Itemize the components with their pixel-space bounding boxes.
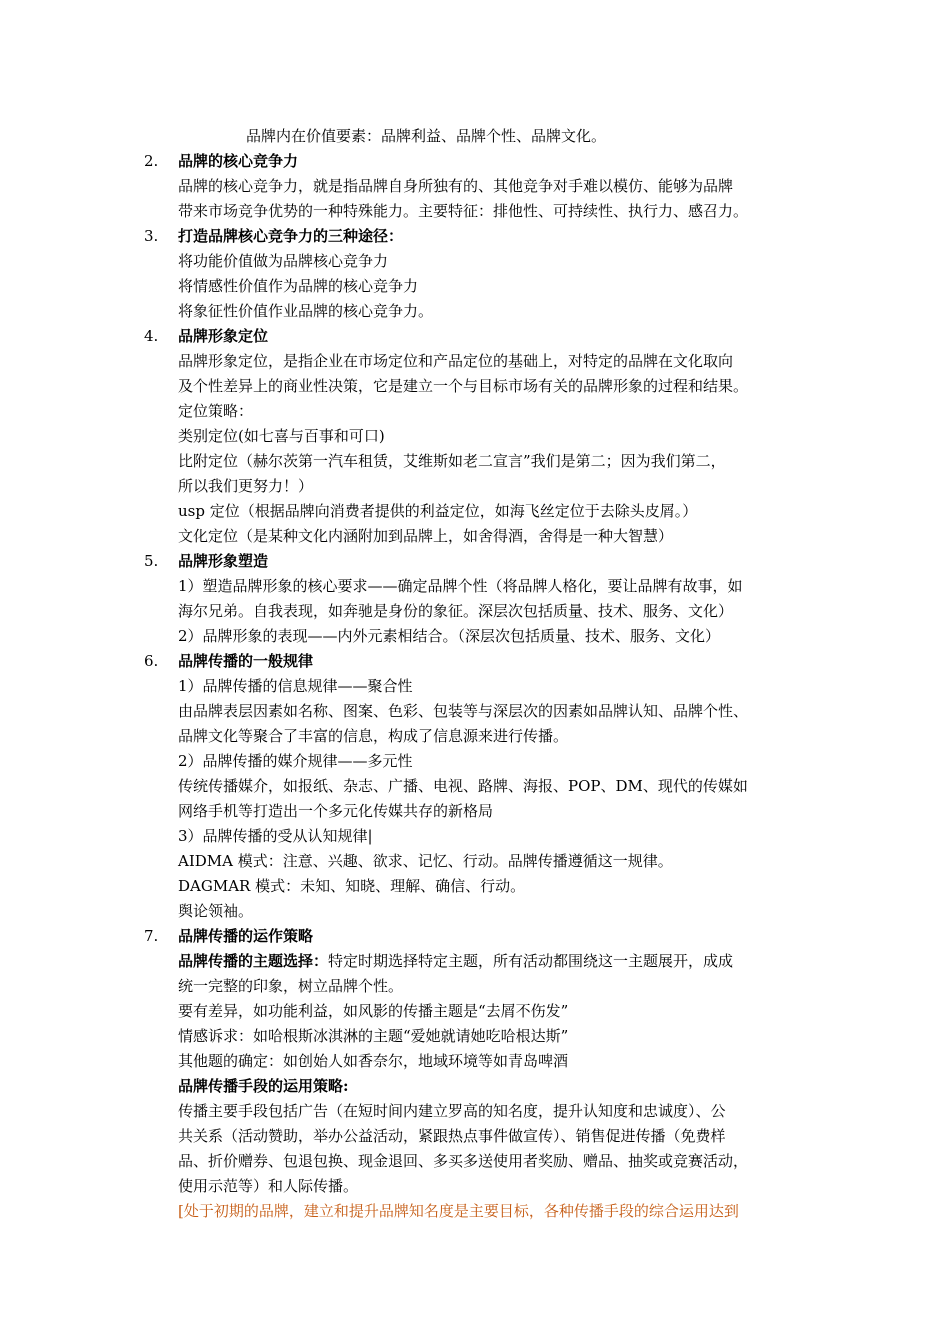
body-line: 1）塑造品牌形象的核心要求——确定品牌个性（将品牌人格化，要让品牌有故事，如 [178, 577, 743, 595]
body-line: 将功能价值做为品牌核心竞争力 [178, 252, 389, 270]
body-line: 比附定位（赫尔茨第一汽车租赁，艾维斯如老二宣言”我们是第二；因为我们第二， [178, 452, 726, 470]
body-line: 品、折价赠券、包退包换、现金退回、多买多送使用者奖励、赠品、抽奖或竞赛活动， [178, 1152, 749, 1170]
body-line: 品牌文化等聚合了丰富的信息，构成了信息源来进行传播。 [178, 727, 569, 745]
body-line: DAGMAR 模式：未知、知晓、理解、确信、行动。 [178, 877, 526, 895]
body-line: AIDMA 模式：注意、兴趣、欲求、记忆、行动。品牌传播遵循这一规律。 [178, 852, 673, 870]
body-line: 将象征性价值作业品牌的核心竞争力。 [178, 302, 434, 320]
body-line: 舆论领袖。 [178, 902, 254, 920]
body-line: 情感诉求：如哈根斯冰淇淋的主题“爱她就请她吃哈根达斯” [178, 1027, 569, 1045]
body-line: 文化定位（是某种文化内涵附加到品牌上，如舍得酒，舍得是一种大智慧） [178, 527, 674, 545]
section-heading: 品牌形象塑造 [178, 552, 269, 570]
section-number: 2. [144, 152, 159, 170]
sub-heading: 品牌传播手段的运用策略: [178, 1077, 349, 1095]
body-line: 其他题的确定：如创始人如香奈尔，地域环境等如青岛啤酒 [178, 1052, 569, 1070]
body-line: 共关系（活动赞助，举办公益活动，紧跟热点事件做宣传）、销售促进传播（免费样 [178, 1127, 726, 1145]
body-line: usp 定位（根据品牌向消费者提供的利益定位，如海飞丝定位于去除头皮屑。） [178, 502, 698, 520]
section-heading: 品牌的核心竞争力 [178, 152, 299, 170]
body-line: 2）品牌传播的媒介规律——多元性 [178, 752, 413, 770]
body-line: 所以我们更努力！） [178, 477, 314, 495]
section-number: 3. [144, 227, 159, 245]
body-line: 统一完整的印象，树立品牌个性。 [178, 977, 404, 995]
highlighted-line: [处于初期的品牌，建立和提升品牌知名度是主要目标，各种传播手段的综合运用达到 [178, 1202, 739, 1220]
section-heading: 打造品牌核心竞争力的三种途径： [178, 227, 404, 245]
section-number: 6. [144, 652, 159, 670]
body-line: 及个性差异上的商业性决策，它是建立一个与目标市场有关的品牌形象的过程和结果。 [178, 377, 749, 395]
body-line: 传播主要手段包括广告（在短时间内建立罗高的知名度，提升认知度和忠诚度）、公 [178, 1102, 726, 1120]
body-line: 使用示范等）和人际传播。 [178, 1177, 359, 1195]
theme-text: 特定时期选择特定主题，所有活动都围绕这一主题展开，成成 [328, 952, 734, 970]
body-line: 传统传播媒介，如报纸、杂志、广播、电视、路牌、海报、POP、DM、现代的传媒如 [178, 777, 748, 795]
section-heading: 品牌形象定位 [178, 327, 269, 345]
body-line: 由品牌表层因素如名称、图案、色彩、包装等与深层次的因素如品牌认知、品牌个性、 [178, 702, 749, 720]
body-line: 将情感性价值作为品牌的核心竞争力 [178, 277, 419, 295]
body-line: 海尔兄弟。自我表现，如奔驰是身份的象征。深层次包括质量、技术、服务、文化） [178, 602, 734, 620]
body-line: 类别定位(如七喜与百事和可口) [178, 427, 385, 445]
body-line: 网络手机等打造出一个多元化传媒共存的新格局 [178, 802, 494, 820]
intro-line: 品牌内在价值要素：品牌利益、品牌个性、品牌文化。 [246, 127, 607, 145]
theme-line [178, 949, 733, 974]
section-number: 7. [144, 927, 159, 945]
body-line: 定位策略： [178, 402, 254, 420]
section-heading: 品牌传播的一般规律 [178, 652, 314, 670]
body-line: 1）品牌传播的信息规律——聚合性 [178, 677, 413, 695]
body-line: 3）品牌传播的受从认知规律| [178, 827, 373, 845]
body-line: 要有差异，如功能利益，如风影的传播主题是“去屑不伤发” [178, 1002, 569, 1020]
section-number: 4. [144, 327, 159, 345]
body-line: 品牌的核心竞争力，就是指品牌自身所独有的、其他竞争对手难以模仿、能够为品牌 [178, 177, 734, 195]
theme-label: 品牌传播的主题选择： [178, 952, 329, 970]
section-heading: 品牌传播的运作策略 [178, 927, 314, 945]
body-line: 带来市场竞争优势的一种特殊能力。主要特征：排他性、可持续性、执行力、感召力。 [178, 202, 749, 220]
body-line: 品牌形象定位，是指企业在市场定位和产品定位的基础上，对特定的品牌在文化取向 [178, 352, 734, 370]
body-line: 2）品牌形象的表现——内外元素相结合。（深层次包括质量、技术、服务、文化） [178, 627, 721, 645]
section-number: 5. [144, 552, 159, 570]
